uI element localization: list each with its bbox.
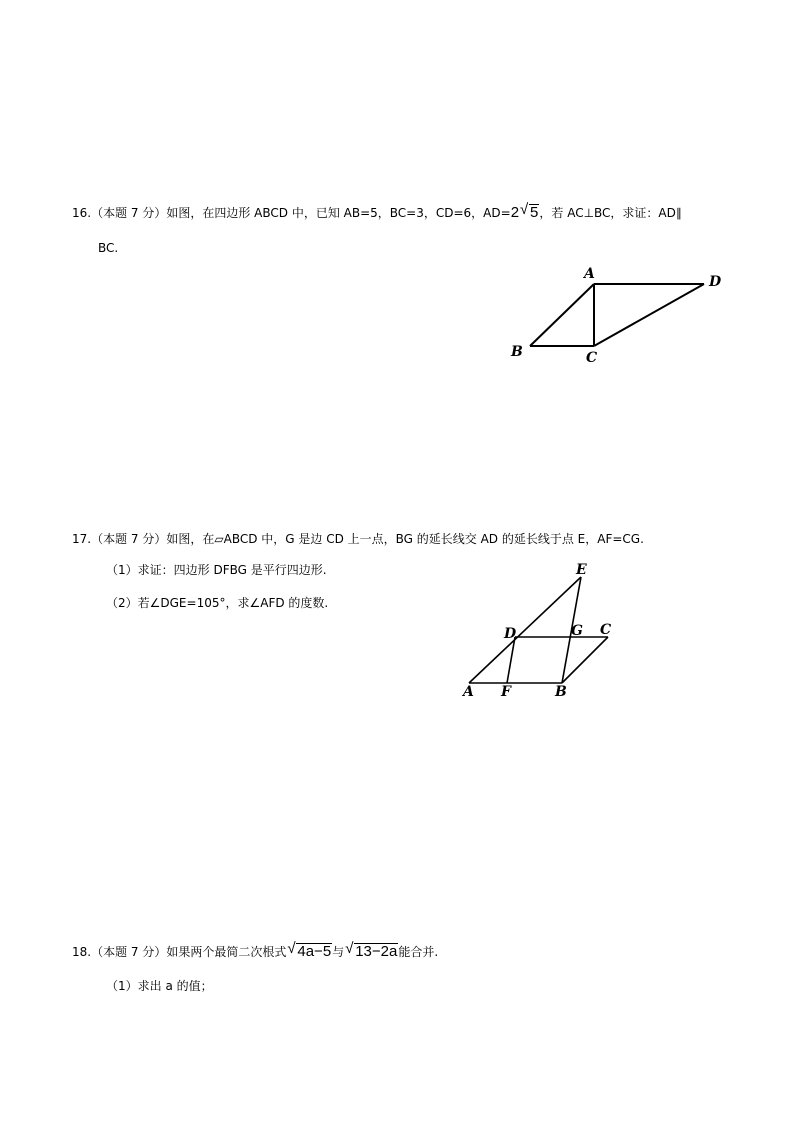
q16-label-a: A — [584, 266, 595, 282]
q18-sqrt-1 — [287, 940, 332, 960]
q16-segment-cd — [594, 284, 704, 346]
q18-points: （本题 7 分） — [91, 945, 167, 959]
radical-sign: √ — [345, 940, 354, 957]
q17-line1 — [72, 531, 644, 547]
parallelogram-symbol: ▱ — [214, 532, 224, 546]
q17-label-f: F — [501, 684, 511, 700]
q17-number: 17. — [72, 532, 92, 546]
q17-part1: （1）求证：四边形 DFBG 是平行四边形. — [106, 563, 327, 577]
q17-label-c: C — [600, 622, 612, 638]
q16-sqrt — [520, 201, 539, 221]
q17-label-d: D — [504, 626, 517, 642]
q18-radicand-2: 13−2a — [355, 943, 398, 960]
q18-part1: （1）求出 a 的值； — [106, 979, 213, 993]
q16-label-d: D — [709, 274, 722, 290]
q16-points: （本题 7 分） — [91, 206, 167, 220]
q17-label-b: B — [555, 684, 567, 700]
q18-text1: 如果两个最简二次根式 — [166, 945, 287, 959]
q16-text3: BC. — [98, 241, 119, 255]
q17-label-g: G — [571, 623, 583, 639]
q18-line1 — [72, 940, 439, 960]
q18-text2: 与 — [332, 945, 345, 959]
q17-figure — [455, 562, 635, 702]
q18-sqrt-2 — [345, 940, 398, 960]
q17-label-e: E — [576, 562, 587, 578]
q17-text-b: ABCD 中，G 是边 CD 上一点，BG 的延长线交 AD 的延长线于点 E，AF=CG. — [223, 532, 644, 546]
q16-ad-radicand: 5 — [530, 204, 539, 221]
q16-line1 — [72, 201, 682, 221]
q16-figure — [500, 262, 740, 372]
q17-text-a: 如图，在 — [166, 532, 215, 546]
q17-label-a: A — [463, 684, 474, 700]
q17-points: （本题 7 分） — [91, 532, 167, 546]
q17-part2: （2）若∠DGE=105°，求∠AFD 的度数. — [106, 596, 329, 610]
radical-sign: √ — [520, 201, 529, 218]
q16-line2 — [98, 240, 118, 256]
q16-number: 16. — [72, 206, 92, 220]
q18-radicand-1: 4a−5 — [297, 943, 332, 960]
q16-text1: 如图，在四边形 ABCD 中，已知 AB=5，BC=3，CD=6，AD= — [166, 206, 511, 220]
q16-ad-coef: 2 — [510, 204, 520, 221]
q16-segment-ab — [530, 284, 594, 346]
q16-label-c: C — [586, 350, 598, 366]
q18-number: 18. — [72, 945, 92, 959]
q16-text2: ，若 AC⊥BC，求证：AD∥ — [539, 206, 682, 220]
q18-text3: 能合并. — [398, 945, 439, 959]
q16-label-b: B — [511, 344, 523, 360]
radical-sign: √ — [287, 940, 296, 957]
